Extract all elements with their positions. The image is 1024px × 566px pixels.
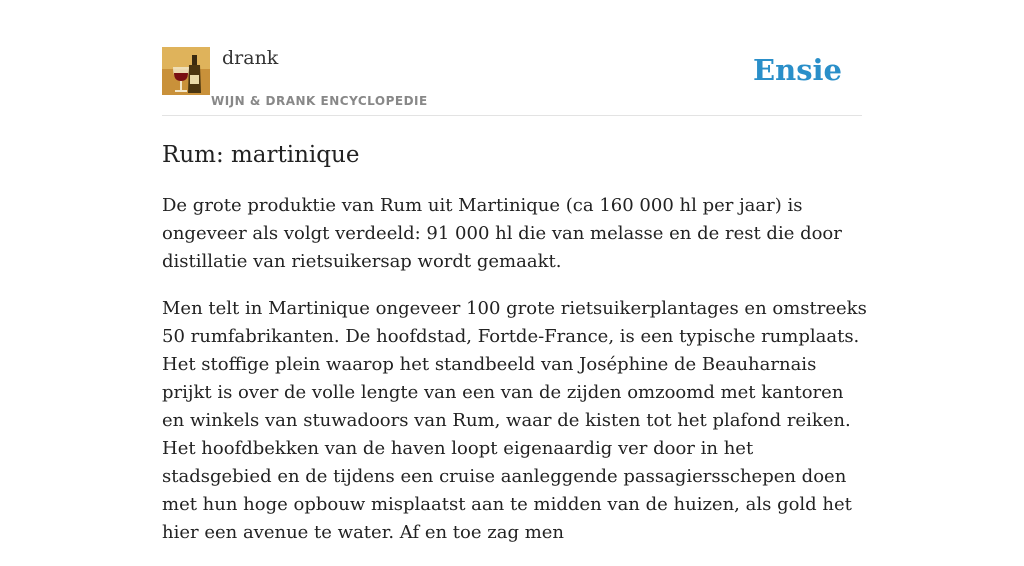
article-paragraph: De grote produktie van Rum uit Martinique (ca 160 000 hl per jaar) is ongeveer als volgt verdeeld: 91 000 hl die van melasse en de rest die door distillatie van rietsuikersap wordt gemaakt. <box>162 195 842 272</box>
site-header <box>162 0 862 116</box>
brand-logo[interactable]: Ensie <box>753 53 842 87</box>
wine-glass-bottle-icon[interactable] <box>162 47 210 95</box>
article-body <box>162 192 867 566</box>
site-subtitle: WIJN & DRANK ENCYCLOPEDIE <box>211 94 428 108</box>
page-title: Rum: martinique <box>162 142 360 168</box>
article-paragraph: Men telt in Martinique ongeveer 100 grote rietsuikerplantages en omstreeks 50 rumfabrikanten. De hoofdstad, Fortde-France, is een typische rumplaats. Het stoffige plein waarop het standbeeld van Joséphine de Beauharnais prijkt is over de volle lengte van een van de zijden omzoomd met kantoren en winkels van stuwadoors van Rum, waar de kisten tot het plafond reiken. Het hoofdbekken van de haven loopt eigenaardig ver door in het stadsgebied en de tijdens een cruise aanleggende passagiersschepen doen met hun hoge opbouw misplaatst aan te midden van de huizen, als gold het hier een avenue te water. Af en toe zag men <box>162 298 867 543</box>
topic-link[interactable]: drank <box>222 47 279 69</box>
